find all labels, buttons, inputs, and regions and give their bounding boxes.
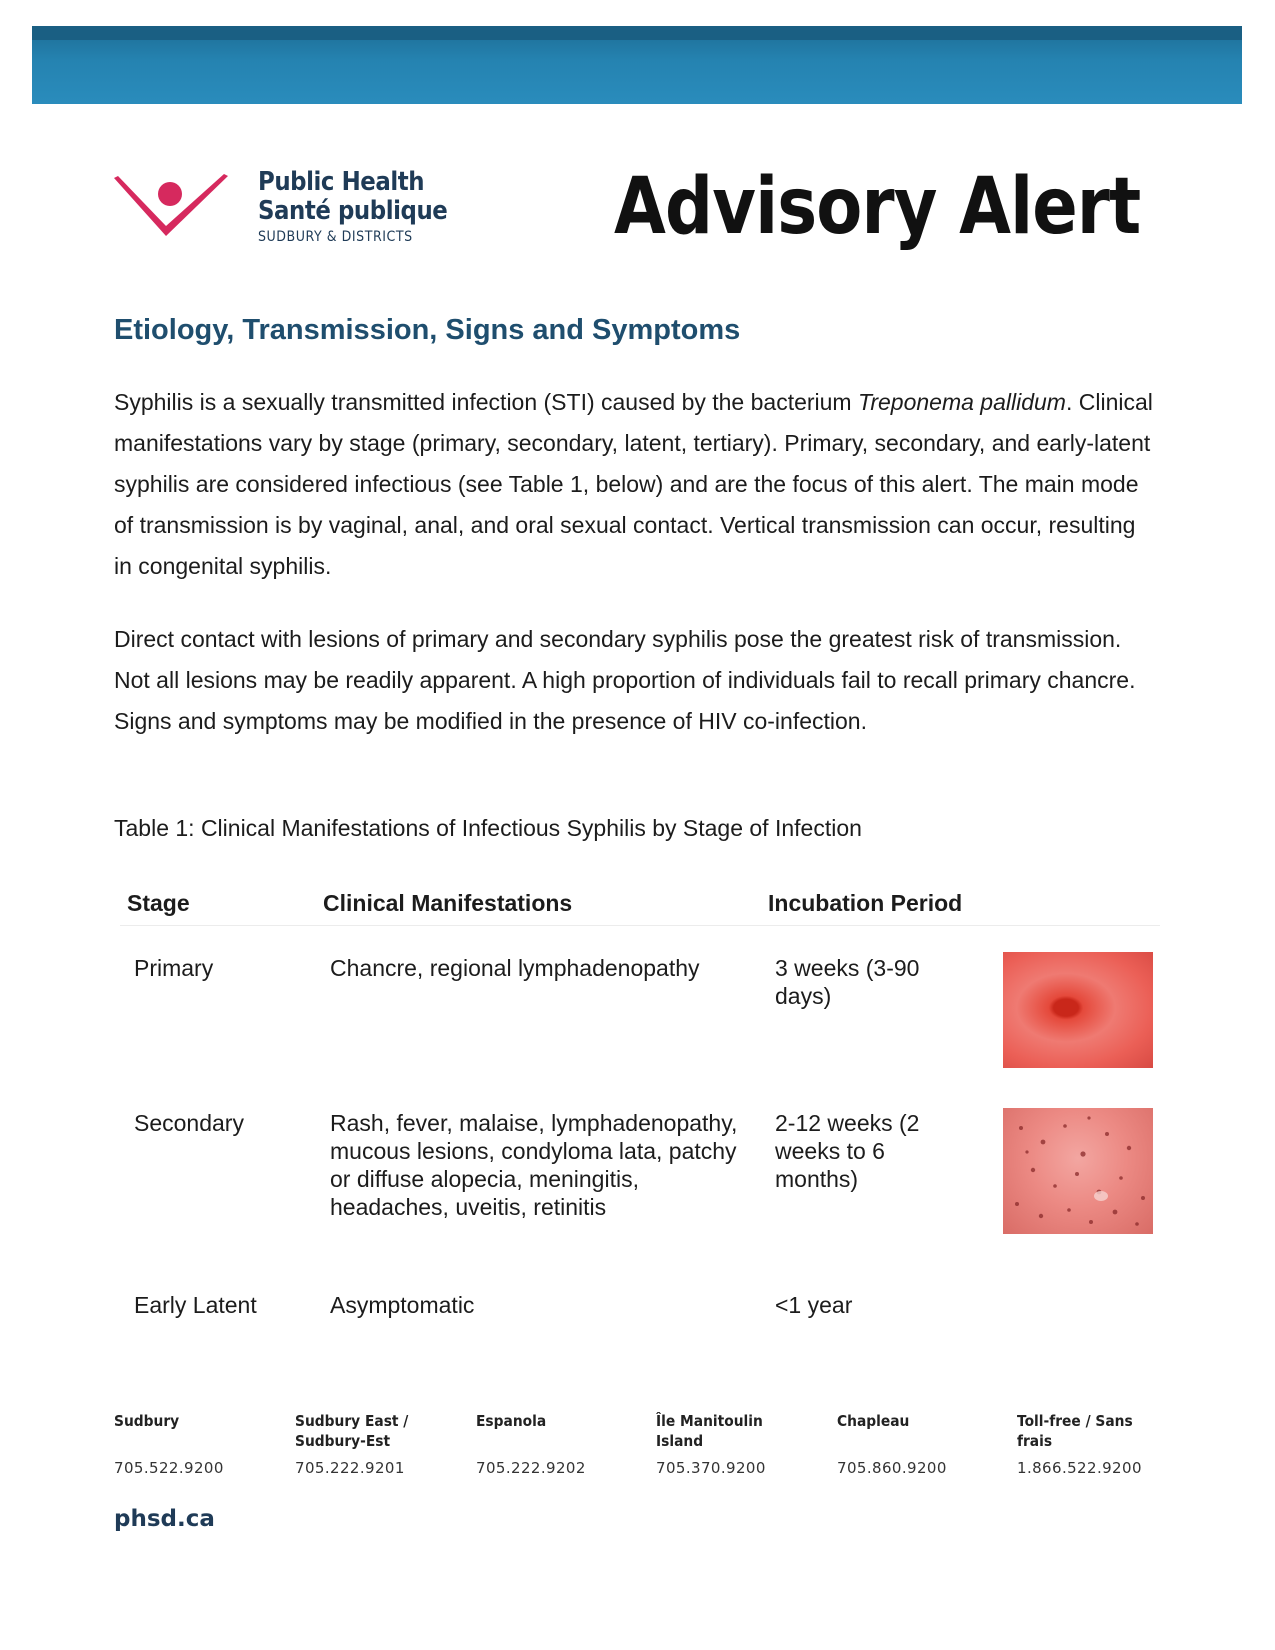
public-health-mark-icon <box>112 174 230 246</box>
paragraph-transmission: Direct contact with lesions of primary and secondary syphilis pose the greatest risk of transmission. Not all lesions may be readily apparent. A high proportion of individuals fail to recall primary chancre. Signs and symptoms may be modified in the presence of HIV co-infection. <box>114 626 1136 734</box>
pathogen-name: Treponema pallidum <box>858 389 1066 415</box>
footer-office-sudbury <box>114 1411 284 1477</box>
office-phone: 705.860.9200 <box>837 1459 947 1477</box>
logo-name-french: Santé publique <box>258 196 448 226</box>
table-header-divider <box>120 925 1160 926</box>
office-phone: 1.866.522.9200 <box>1017 1459 1142 1477</box>
public-health-logo <box>112 167 448 248</box>
footer-office-chapleau <box>837 1411 1007 1477</box>
table-caption: Table 1: Clinical Manifestations of Infectious Syphilis by Stage of Infection <box>114 815 862 841</box>
office-phone: 705.222.9201 <box>295 1459 405 1477</box>
office-name: Sudbury East / Sudbury-Est <box>295 1412 409 1450</box>
office-phone: 705.222.9202 <box>476 1459 586 1477</box>
office-name: Espanola <box>476 1412 547 1430</box>
table-cell-manifestations: Asymptomatic <box>330 1292 475 1318</box>
table-cell-stage: Primary <box>134 955 214 981</box>
secondary-rash-photo <box>1003 1108 1153 1234</box>
table-cell-manifestations: Chancre, regional lymphadenopathy <box>330 955 700 981</box>
advisory-alert-title: Advisory Alert <box>614 162 1141 252</box>
office-phone: 705.522.9200 <box>114 1459 224 1477</box>
paragraph-text: Syphilis is a sexually transmitted infection (STI) caused by the bacterium <box>114 389 858 415</box>
website-link[interactable]: phsd.ca <box>114 1506 215 1532</box>
office-name: Île Manitoulin Island <box>656 1412 763 1450</box>
logo-region: SUDBURY & DISTRICTS <box>258 229 413 245</box>
rash-spots-icon <box>1003 1108 1153 1234</box>
footer-office-espanola <box>476 1411 646 1477</box>
table-cell-incubation: <1 year <box>775 1292 853 1318</box>
table-cell-incubation: 3 weeks (3-90 days) <box>775 955 920 1009</box>
office-name: Chapleau <box>837 1412 910 1430</box>
table-cell-stage: Secondary <box>134 1110 244 1136</box>
table-cell-stage: Early Latent <box>134 1292 257 1318</box>
column-header-stage: Stage <box>127 890 190 916</box>
office-name: Toll-free / Sans frais <box>1017 1412 1133 1450</box>
column-header-clinical-manifestations: Clinical Manifestations <box>323 890 573 916</box>
office-phone: 705.370.9200 <box>656 1459 766 1477</box>
paragraph-text: . Clinical manifestations vary by stage (primary, secondary, latent, tertiary). Primary, secondary, and early-latent syphilis are considered infectious (see Table 1, below) and are the focus of this alert. The main mode of transmission is by vaginal, anal, and oral sexual contact. Vertical transmission can occur, resulting in congenital syphilis. <box>114 389 1153 579</box>
footer-toll-free <box>1017 1411 1147 1477</box>
footer-office-manitoulin <box>656 1411 786 1477</box>
table-cell-manifestations: Rash, fever, malaise, lymphadenopathy, mucous lesions, condyloma lata, patchy or diffuse alopecia, meningitis, headaches, uveitis, retinitis <box>330 1110 738 1220</box>
section-heading: Etiology, Transmission, Signs and Symptoms <box>114 314 741 346</box>
header-band <box>32 26 1242 104</box>
office-name: Sudbury <box>114 1412 180 1430</box>
table-cell-incubation: 2-12 weeks (2 weeks to 6 months) <box>775 1110 920 1192</box>
logo-name-english: Public Health <box>258 167 425 197</box>
primary-chancre-photo <box>1003 952 1153 1068</box>
column-header-incubation-period: Incubation Period <box>768 890 963 916</box>
footer-office-sudbury-east <box>295 1411 445 1477</box>
paragraph-etiology <box>114 382 1154 587</box>
